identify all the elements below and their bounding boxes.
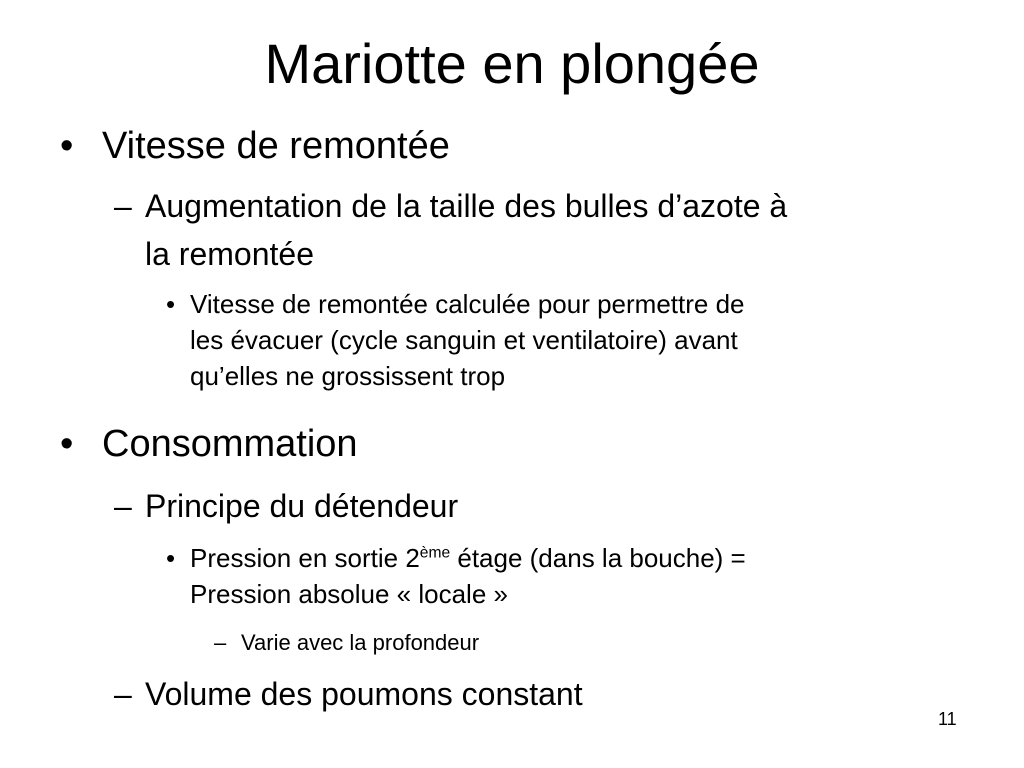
dash-marker: – [114,488,132,524]
dash-marker: – [114,676,132,712]
slide-title: Mariotte en plongée [264,32,760,95]
text-fragment: étage (dans la bouche) = [450,543,746,573]
list-item-text-line: Pression absolue « locale » [190,579,508,609]
list-item-text [190,540,746,612]
dash-marker: – [214,630,227,655]
list-item-text-line: la remontée [145,236,314,272]
list-item-text-line: Vitesse de remontée calculée pour permettre de [190,289,745,319]
list-item-text-line: qu’elles ne grossissent trop [190,361,506,391]
list-item-text: Vitesse de remontée [102,125,450,167]
bullet-marker: • [166,543,176,573]
list-item-text [145,182,787,278]
bullet-marker: • [60,125,74,167]
list-item-text: Principe du détendeur [145,488,459,524]
list-item-text-line: les évacuer (cycle sanguin et ventilatoire) avant [190,325,738,355]
superscript: ème [419,544,451,562]
text-fragment: Pression en sortie 2 [190,543,420,573]
list-item-text [190,286,745,394]
list-item-text: Volume des poumons constant [145,676,583,712]
bullet-marker: • [166,289,176,319]
list-item-text: Varie avec la profondeur [241,630,480,655]
list-item-text: Consommation [102,423,358,465]
list-item-text-line: Augmentation de la taille des bulles d’azote à [145,188,788,224]
bullet-marker: • [60,423,74,465]
page-number: 11 [938,709,957,729]
dash-marker: – [114,188,132,224]
list-item-text-line [190,543,746,573]
